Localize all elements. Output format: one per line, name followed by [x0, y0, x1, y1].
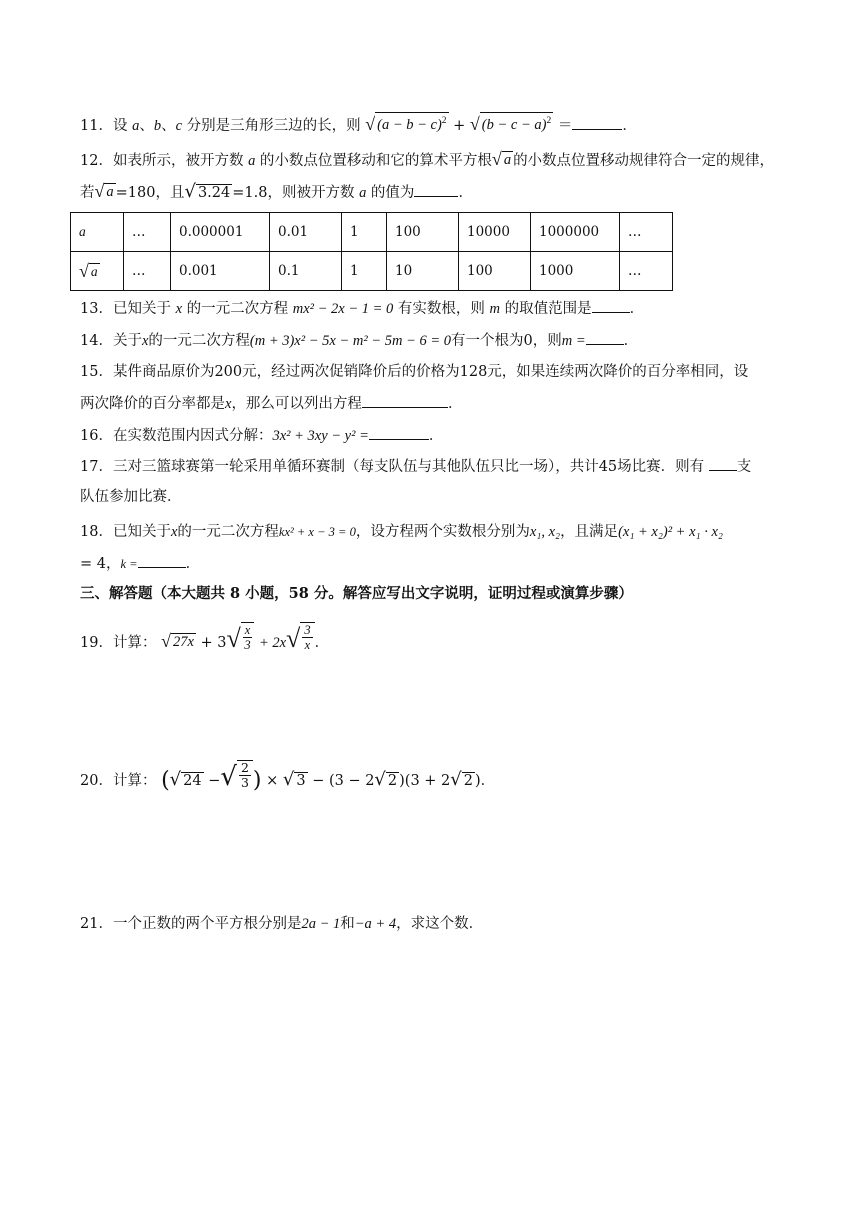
radical-expression: √ $(a - b - c)^2$	[365, 113, 447, 134]
question-20: 20．计算： ( √ 24 − √ $\frac{2}{3}$ ) × √ 3 − (3 − 2 √ 2 )(3 + 2 √ 2 )．	[80, 760, 496, 793]
question-19: 19．计算： √ 27x + 3 √ $\frac{x}{3}$ + 2x √ $\frac{3}{x}$ ．	[80, 623, 330, 653]
table-row: a … 0.000001 0.01 1 100 10000 1000000 …	[71, 213, 673, 252]
radical-expression: √ 3.24	[184, 181, 231, 202]
question-12-line-2: 若 √ a =180，且 √ 3.24 =1.8，则被开方数 a 的值为 ．	[80, 181, 473, 202]
question-18-line-2: = 4，k = ．	[80, 553, 200, 574]
question-18-line-1: 18．已知关于x的一元二次方程kx² + x − 3 = 0，设方程两个实数根分别为x₁, x₂，且满足(x₁ + x₂)² + x₁ · x₂	[80, 524, 723, 540]
question-15-line-1: 15．某件商品原价为200元，经过两次促销降价后的价格为128元，如果连续两次降价的百分率相同，设	[80, 364, 749, 380]
radical-expression: √ a	[491, 149, 512, 169]
answer-blank[interactable]	[586, 330, 624, 345]
question-15-line-2: 两次降价的百分率都是x，那么可以列出方程 ．	[80, 393, 462, 414]
question-12-line-1: 12．如表所示，被开方数 a 的小数点位置移动和它的算术平方根 √ a 的小数点位置移动规律符合一定的规律，	[80, 149, 775, 169]
section-heading: 三、解答题（本大题共 8 小题，58 分。解答应写出文字说明，证明过程或演算步骤）	[80, 585, 633, 602]
question-13: 13．已知关于 x 的一元二次方程 mx² − 2x − 1 = 0 有实数根，则 m 的取值范围是 ．	[80, 298, 644, 319]
answer-blank[interactable]	[369, 425, 429, 440]
answer-blank[interactable]	[414, 182, 458, 197]
data-table	[70, 212, 673, 291]
answer-blank[interactable]	[592, 298, 630, 313]
question-21: 21．一个正数的两个平方根分别是2a − 1和−a + 4，求这个数．	[80, 916, 484, 932]
table-row: √ a … 0.001 0.1 1 10 100 1000 …	[71, 252, 673, 291]
radical-expression: √ a	[94, 181, 114, 201]
answer-blank[interactable]	[362, 393, 448, 408]
question-11: 11．设 a、b、c 分别是三角形三边的长，则 √ $(a - b - c)^2$ + √ $(b - c - a)^2$ ＝ ．	[80, 113, 637, 134]
question-17-line-1: 17．三对三篮球赛第一轮采用单循环赛制（每支队伍与其他队伍只比一场），共计45场比赛．则有 支	[80, 456, 751, 477]
answer-blank[interactable]	[572, 115, 622, 130]
answer-blank[interactable]	[138, 553, 186, 568]
radical-expression: √ $(b - c - a)^2$	[469, 113, 552, 134]
question-17-line-2: 队伍参加比赛．	[80, 489, 182, 505]
question-16: 16．在实数范围内因式分解：3x² + 3xy − y² = ．	[80, 425, 443, 446]
question-number: 11．	[80, 117, 113, 134]
answer-blank[interactable]	[709, 456, 737, 471]
question-14: 14．关于x的一元二次方程(m + 3)x² − 5x − m² − 5m − 6 = 0有一个根为0，则m = ．	[80, 330, 638, 351]
